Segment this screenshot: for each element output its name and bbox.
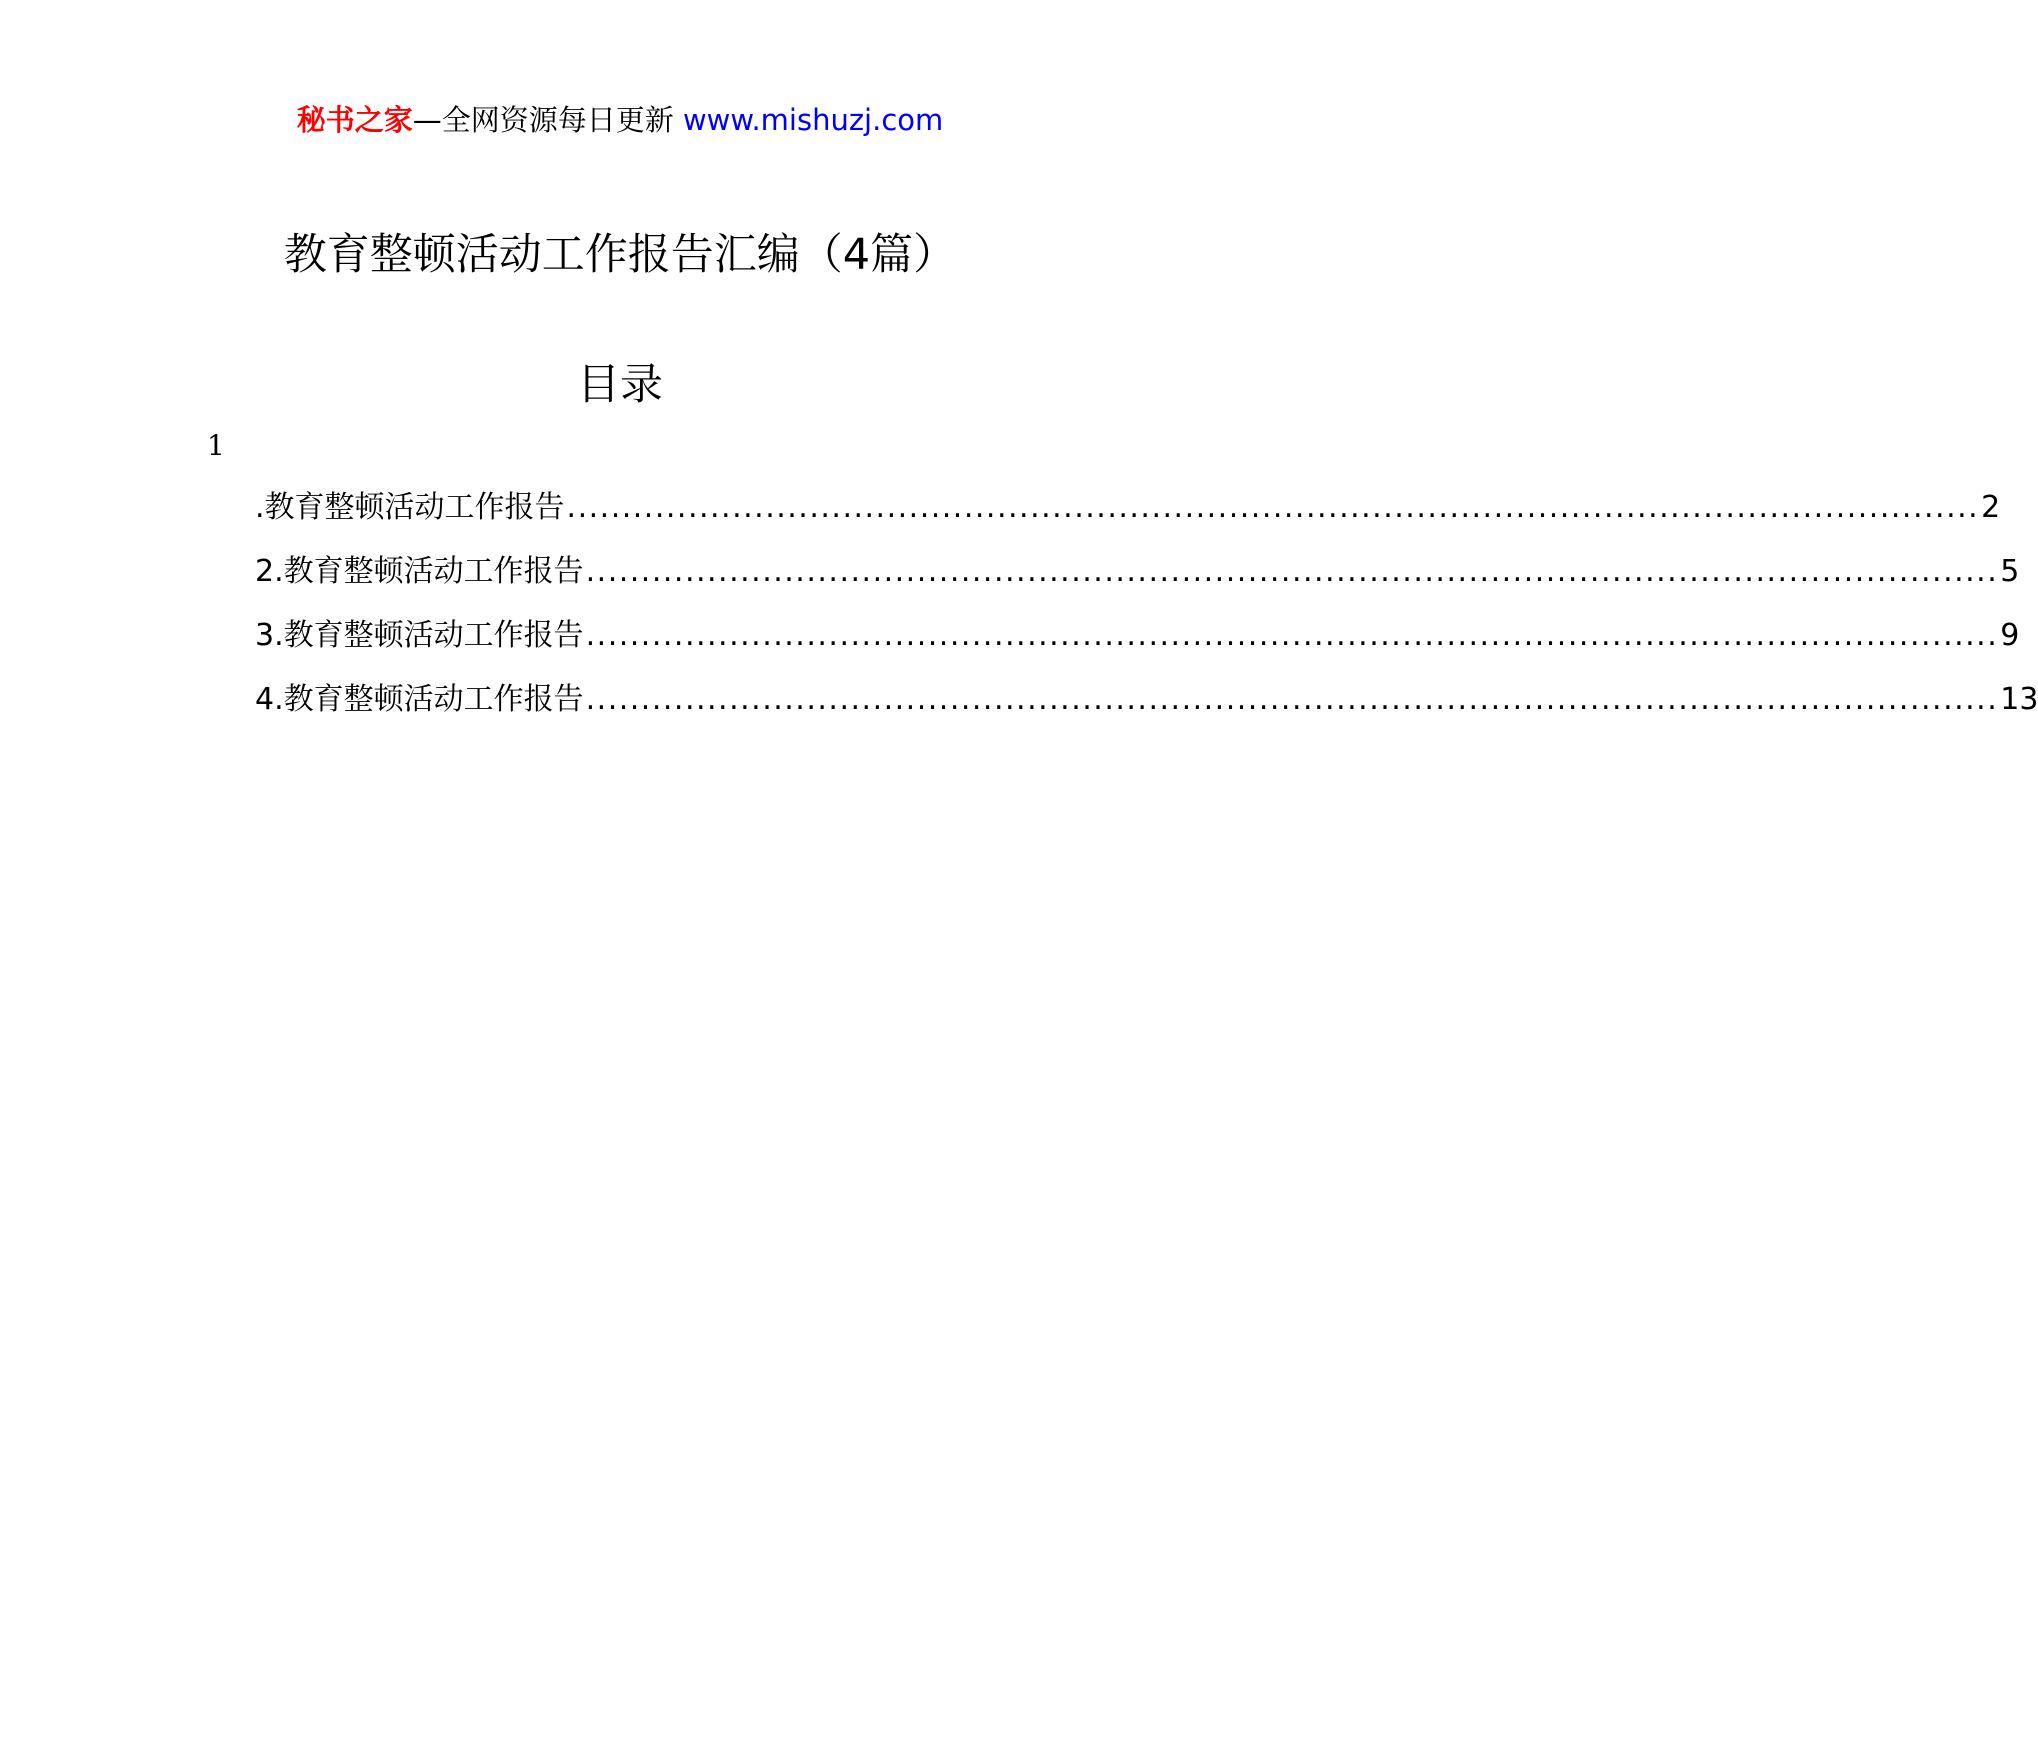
toc-entry-page: 5	[2000, 554, 2020, 589]
toc-entry-label: 4.教育整顿活动工作报告	[255, 682, 584, 717]
toc-dot-leader: ................................................................................................................................	[566, 490, 1980, 525]
toc-entry-label: 2.教育整顿活动工作报告	[255, 554, 584, 589]
toc-heading: 目录	[577, 360, 663, 410]
toc-dot-leader: ................................................................................................................................	[585, 682, 1999, 717]
toc-entry[interactable]	[255, 488, 2001, 552]
site-header	[0, 100, 1240, 140]
toc-entry-page: 13	[2000, 682, 2038, 717]
header-tagline: —全网资源每日更新	[412, 103, 683, 137]
site-url-link[interactable]: www.mishuzj.com	[682, 103, 944, 137]
toc-entry-label: .教育整顿活动工作报告	[255, 490, 565, 525]
brand-name: 秘书之家	[296, 103, 413, 137]
table-of-contents	[255, 488, 2038, 744]
stray-page-number: 1	[207, 429, 225, 462]
toc-dot-leader: ................................................................................................................................	[585, 554, 1999, 589]
document-title: 教育整顿活动工作报告汇编（4篇）	[283, 230, 957, 280]
toc-entry-label: 3.教育整顿活动工作报告	[255, 618, 584, 653]
toc-dot-leader: ................................................................................................................................	[585, 618, 1999, 653]
toc-entry-page: 9	[2000, 618, 2020, 653]
toc-entry[interactable]	[255, 616, 2020, 680]
toc-entry-page: 2	[1981, 490, 2001, 525]
toc-entry[interactable]	[255, 552, 2020, 616]
toc-entry[interactable]	[255, 680, 2038, 744]
